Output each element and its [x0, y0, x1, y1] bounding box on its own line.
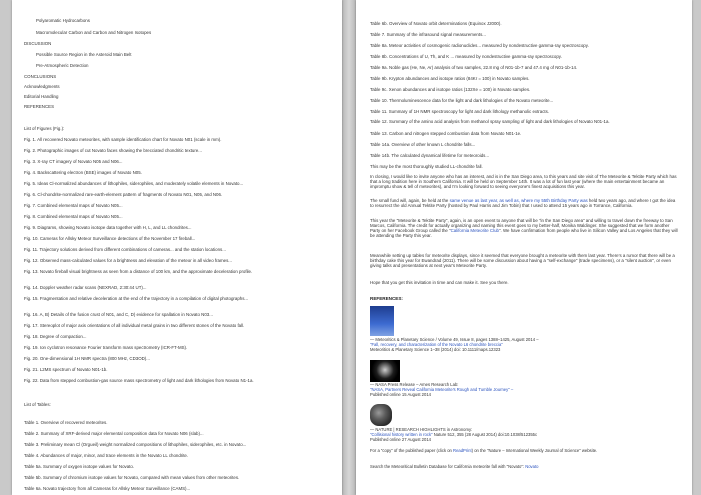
- ref-4-text-cont: ) on the "Nature – International Weekly Journal of Science" website.: [471, 448, 598, 453]
- fireball-image[interactable]: [370, 360, 400, 382]
- novato-link[interactable]: Novato: [525, 464, 539, 469]
- party-text: This year the "Meteorite & Tektite Party", again, is an open event to anyone that will be "in the San Diego area" and willing to travel down the freeway to San Marcos, California. The credit for actually organizing and naming this event goes to my better-half, Monika Waldinger. She suggested that we form another Party on her Facebook Group called the ": [370, 218, 673, 234]
- ref-5-text: Search the Meteoritical Bulletin Database for California meteorite fall with "Novato":: [370, 464, 526, 469]
- figure-item[interactable]: Fig. 2. Photographic images of cut Novato faces showing the brecciated chondritic texture...: [24, 148, 202, 153]
- table-item[interactable]: Table 5a. Summary of oxygen isotope values for Novato.: [24, 464, 135, 469]
- figure-item[interactable]: Fig. 13. Novato fireball visual brightness as seen from a distance of 100 km, and the approximate deceleration profile.: [24, 269, 253, 274]
- venue-paragraph: [370, 198, 678, 208]
- toc-item[interactable]: Polyaromatic Hydrocarbons: [36, 18, 90, 23]
- table-item[interactable]: Table 8b. Concentrations of U, Th, and K ... measured by nondestructive gamma-ray spectroscopy.: [370, 54, 562, 59]
- table-item[interactable]: Table 9a. Noble gas (He, Ne, Ar) analysis of two samples, 22.8 mg of N01-1b-7 and 47.4 mg of N01-1b-14.: [370, 65, 578, 70]
- tables-heading: List of Tables:: [24, 402, 51, 407]
- table-item[interactable]: Table 8a. Meteor activities of cosmogenic radionuclides... measured by nondestructive gamma-ray spectroscopy.: [370, 43, 589, 48]
- ref-2-source: — NASA Press Release – Ames Research Lab:: [370, 382, 459, 387]
- reference-5: [370, 464, 678, 469]
- table-item[interactable]: Table 13. Carbon and nitrogen stepped combustion data from Novato N01-1e.: [370, 131, 522, 136]
- ref-2-link[interactable]: "NASA, Partners Reveal California Meteorite's Rough and Tumble Journey" –: [370, 387, 514, 392]
- table-item[interactable]: Table 6a. Novato trajectory from all Cameras for Allsky Meteor Surveillance (CAMS)...: [24, 486, 191, 491]
- table-item[interactable]: Table 2. Summary of XRF-derived major elemental composition data for Novato N06 (slab)...: [24, 431, 204, 436]
- meteorite-image[interactable]: [370, 404, 392, 426]
- table-item[interactable]: Table 7. Summary of the infrasound signal measurements...: [370, 32, 486, 37]
- reference-3: [370, 427, 678, 442]
- ref-1-link[interactable]: "Fall, recovery, and characterization of the Novato L6 chondrite breccia": [370, 342, 503, 347]
- left-page: [12, 0, 342, 495]
- party-text-cont: ". We have confirmation from people who live in Silicon Valley and Los Angeles that they will be attending the Party this year.: [370, 228, 678, 239]
- toc-item[interactable]: CONCLUSIONS: [24, 74, 57, 79]
- toc-item[interactable]: Possible Source Region in the Asteroid Main Belt: [36, 52, 132, 57]
- reference-2: [370, 382, 678, 397]
- figure-item[interactable]: Fig. 11. Trajectory solutions derived from different combinations of cameras... and the station locations...: [24, 247, 226, 252]
- party-paragraph: [370, 218, 678, 238]
- references-heading: REFERENCES:: [370, 296, 403, 301]
- figures-heading: List of Figures (Fig.):: [24, 126, 65, 131]
- figure-item[interactable]: Fig. 14. Doppler weather radar scans (NEXRAD, 2:30:44 UT)...: [24, 285, 147, 290]
- toc-item[interactable]: Editorial Handling: [24, 94, 59, 99]
- reference-4: [370, 448, 678, 453]
- table-item[interactable]: Table 1. Overview of recovered meteorites.: [24, 420, 108, 425]
- ref-1-source: — Meteoritics & Planetary Science / Volume 49, Issue 8, pages 1388–1425, August 2014 –: [370, 337, 539, 342]
- figure-item[interactable]: Fig. 8. Combined elemental maps of Novato N05...: [24, 214, 123, 219]
- figure-item[interactable]: Fig. 18. Degree of compaction...: [24, 334, 87, 339]
- table-item[interactable]: Table 3. Preliminary mean Cl (Orgueil) weight normalized compositions of lithophiles, siderophiles, etc. in Novato...: [24, 442, 247, 447]
- table-item[interactable]: Table 14a. Overview of other known L chondrite falls...: [370, 142, 476, 147]
- figure-item[interactable]: Fig. 12. Observed mass-calculated values for a brightness and elevation of the meteor in all video frames...: [24, 258, 232, 263]
- venue-text-cont: held two years ago, and where I got the idea to resurrect the old Annual Tektite Party (hosted by Paul Harris and Jim Tobin) that I used to attend 15 years ago in Torrance, California.: [370, 198, 676, 209]
- figure-item[interactable]: Fig. 19. Ion cyclotron resonance Fourier transform mass spectrometry (ICR-FT-MS).: [24, 345, 188, 350]
- right-page: [356, 0, 692, 495]
- ref-3-doi: Nature 512, 355 (28 August 2014) doi:10.1038/512355c: [432, 432, 538, 437]
- table-item[interactable]: Table 9b. Krypton abundances and isotope ratios (84Kr = 100) in Novato samples.: [370, 76, 530, 81]
- toc-item[interactable]: Acknowledgments: [24, 84, 60, 89]
- table-item[interactable]: Table 9c. Xenon abundances and isotope ratios (132Xe = 100) in Novato samples.: [370, 87, 531, 92]
- figure-item[interactable]: Fig. 15. Fragmentation and relative deceleration at the end of the trajectory in a compilation of digital photographs...: [24, 296, 249, 301]
- figure-item[interactable]: Fig. 22. Data from stepped combustion-gas source mass spectrometry of light and dark lithologies from Novato N1-1a.: [24, 378, 254, 383]
- closing-line: Hope that you get this invitation in time and can make it. See you there.: [370, 280, 509, 285]
- invitation-paragraph: In closing, I would like to invite anyone who has an interest, and is in the San Diego area, to this years and site visit of The Meteorite & Tektite Party which has that a long tradition here in Southern California. It will be held on September 14th. It was a lot of fun last year (where the main entertainment became an impromptu show & tell of meteorites), and I'm looking forward to seeing everyone's finest acquisitions this year.: [370, 174, 677, 190]
- figure-item[interactable]: Fig. 5. Ideas Cl-normalized abundances of lithophiles, siderophiles, and moderately volatile elements in Novato...: [24, 181, 244, 186]
- figure-item[interactable]: Fig. 9. Diagrams, showing Novato isotope data together with H, L, and LL chondrites...: [24, 225, 192, 230]
- page-gutter: [342, 0, 356, 495]
- figure-item[interactable]: Fig. 10. Cameras for Allsky Meteor Surveillance detections of the November 17 fireball...: [24, 236, 196, 241]
- figure-item[interactable]: Fig. 16. A, B) Details of the fusion crust of N01, and C, D) evidence for spallation in Novato N03...: [24, 312, 213, 317]
- figure-item[interactable]: Fig. 4. Backscattering electron (BSE) images of Novato N05.: [24, 170, 142, 175]
- ref-2-date: Published online 15 August 2014: [370, 392, 432, 397]
- venue-link[interactable]: same venue as last year, as well as, where my 55th Birthday Party was: [449, 198, 588, 203]
- journal-cover-image[interactable]: [370, 306, 394, 336]
- table-item[interactable]: Table 6b. Overview of Novato orbit determinations (Equinox J2000).: [370, 21, 502, 26]
- figure-item[interactable]: Fig. 21. L2MS spectrum of Novato N01-1b.: [24, 367, 108, 372]
- readprint-link[interactable]: ReadPrint: [453, 448, 472, 453]
- toc-item[interactable]: Macromolecular Carbon and Carbon and Nitrogen Isotopes: [36, 30, 152, 35]
- toc-item[interactable]: DISCUSSION: [24, 41, 52, 46]
- toc-item[interactable]: Pre-Atmospheric Detection: [36, 63, 89, 68]
- club-link[interactable]: California Meteorite Club: [450, 228, 499, 234]
- figure-item[interactable]: Fig. 20. One-dimensional 1H NMR spectra (800 MHz, CD3OD)...: [24, 356, 150, 361]
- closing-paragraph: This may be the most thoroughly studied LL-chondrite fall.: [370, 164, 483, 169]
- toc-item[interactable]: REFERENCES: [24, 104, 55, 109]
- ref-1-citation: Meteoritics & Planetary Science 1–38 (2014) doi: 10.1111/maps.12323: [370, 347, 501, 352]
- ref-3-date: Published online 27 August 2014: [370, 437, 432, 442]
- table-item[interactable]: Table 12. Summary of the amino acid analysis from methanol spray sampling of light and dark lithologies of Novato N01-1a.: [370, 119, 610, 124]
- figure-item[interactable]: Fig. 7. Combined elemental maps of Novato N05...: [24, 203, 123, 208]
- figure-item[interactable]: Fig. 3. X-ray CT imagery of Novato N05 and N06...: [24, 159, 123, 164]
- table-item[interactable]: Table 11. Summary of 1H NMR spectroscopy for light and dark lithology methanolic extracts.: [370, 109, 550, 114]
- table-item[interactable]: Table 5b. Summary of chromium isotope values for Novato, compared with mean values from other meteorites.: [24, 475, 240, 480]
- table-item[interactable]: Table 14b. The calculated dynamical lifetime for meteoroids...: [370, 153, 490, 158]
- figure-item[interactable]: Fig. 17. Stereoplot of major axis orientations of all individual metal grains in two different stones of the Novato fall.: [24, 323, 245, 328]
- figure-item[interactable]: Fig. 1. All recovered Novato meteorites, with sample identification chart for Novato N01 (scale in mm).: [24, 137, 222, 142]
- ref-4-text: For a "copy" of the published paper (click on: [370, 448, 454, 453]
- table-item[interactable]: Table 10. Thermoluminescence data for the light and dark lithologies of the Novato meteorite...: [370, 98, 554, 103]
- reference-1: [370, 337, 678, 352]
- venue-text: The small fund will, again, be held at the: [370, 198, 450, 203]
- figure-item[interactable]: Fig. 6. Cl-chondrite-normalized rare-earth-element pattern of fragments of Novato N01, N05, and N06.: [24, 192, 223, 197]
- table-item[interactable]: Table 4. Abundances of major, minor, and trace elements in the Novato LL chondrite.: [24, 453, 189, 458]
- ref-3-source: — NATURE | RESEARCH HIGHLIGHTS in Astronomy:: [370, 427, 473, 432]
- tables-paragraph: Meanwhile setting up tables for meteorite displays, since it seemed that everyone brought a meteorite with them last year. There's a rumor that there will be a birthday cake this year for Ewandrad (2011). There will be some discussion about having a "self-exchange" (trade specimens), or a "silent auction", or even giving talks and presentations at next year's Meteorite Party.: [370, 253, 675, 269]
- ref-3-link[interactable]: "Collisional history written in rock": [370, 432, 433, 437]
